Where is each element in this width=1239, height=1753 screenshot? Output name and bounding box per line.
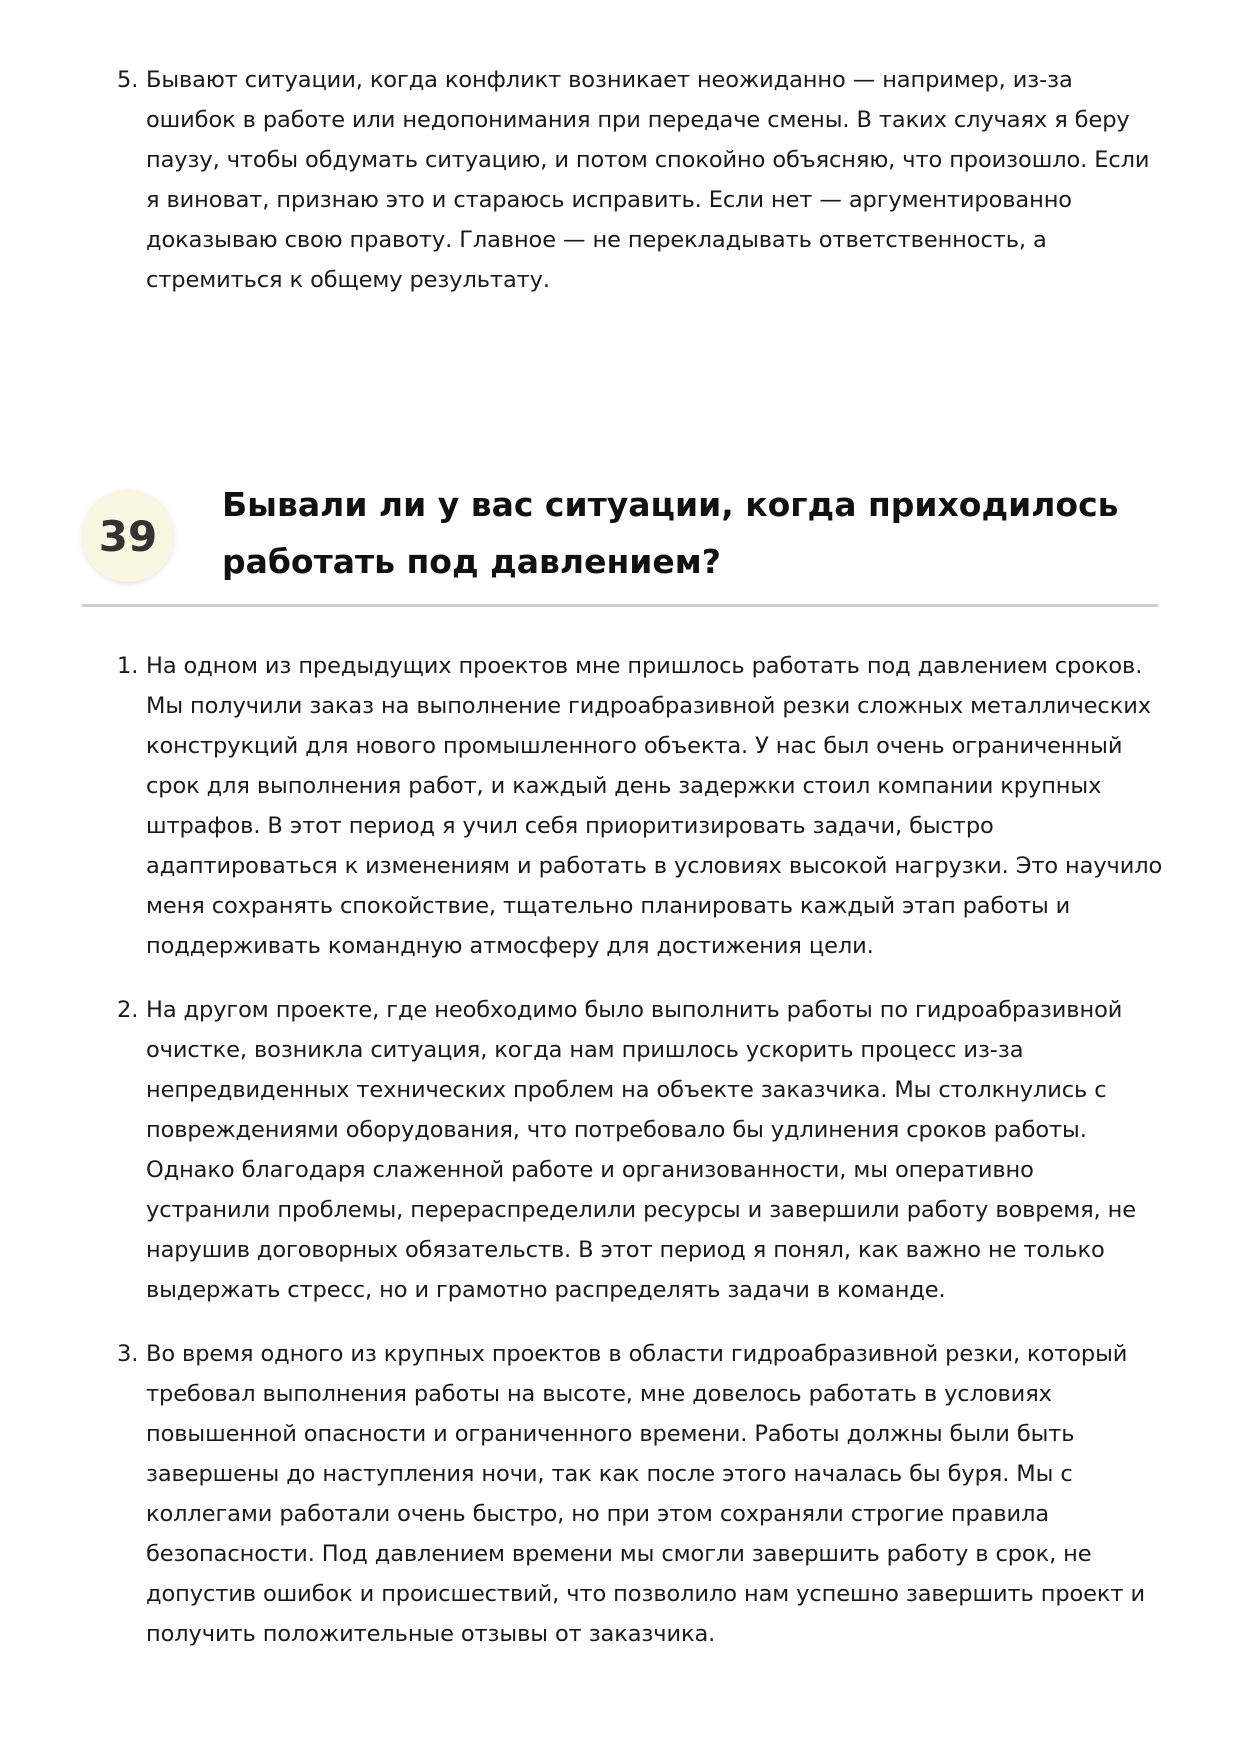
- list-item: [0, 60, 1239, 300]
- section-divider: [82, 604, 1158, 607]
- list-item-number: 1.: [117, 653, 139, 679]
- question-title: Бывали ли у вас ситуации, когда приходилось работать под давлением?: [222, 485, 1119, 581]
- list-item: [0, 990, 1239, 1310]
- list-item-number: 5.: [117, 67, 139, 93]
- question-header: [82, 476, 1158, 606]
- previous-answer-list: [0, 60, 1239, 300]
- list-item-number: 3.: [117, 1341, 139, 1367]
- list-item-text: На одном из предыдущих проектов мне пришлось работать под давлением сроков. Мы получили заказ на выполнение гидроабразивной резки сложных металлических конструкций для нового промышленного объекта. У нас был очень ограниченный срок для выполнения работ, и каждый день задержки стоил компании крупных штрафов. В этот период я учил себя приоритизировать задачи, быстро адаптироваться к изменениям и работать в условиях высокой нагрузки. Это научило меня сохранять спокойствие, тщательно планировать каждый этап работы и поддерживать командную атмосферу для достижения цели.: [146, 653, 1163, 959]
- list-item-number: 2.: [117, 997, 139, 1023]
- list-item: [0, 1334, 1239, 1654]
- question-number-badge: 39: [82, 490, 174, 582]
- list-item-text: На другом проекте, где необходимо было выполнить работы по гидроабразивной очистке, возникла ситуация, когда нам пришлось ускорить процесс из-за непредвиденных технических проблем на объекте заказчика. Мы столкнулись с повреждениями оборудования, что потребовало бы удлинения сроков работы. Однако благодаря слаженной работе и организованности, мы оперативно устранили проблемы, перераспределили ресурсы и завершили работу вовремя, не нарушив договорных обязательств. В этот период я понял, как важно не только выдержать стресс, но и грамотно распределять задачи в команде.: [146, 997, 1136, 1303]
- list-item-text: Во время одного из крупных проектов в области гидроабразивной резки, который требовал выполнения работы на высоте, мне довелось работать в условиях повышенной опасности и ограниченного времени. Работы должны были быть завершены до наступления ночи, так как после этого началась бы буря. Мы с коллегами работали очень быстро, но при этом сохраняли строгие правила безопасности. Под давлением времени мы смогли завершить работу в срок, не допустив ошибок и происшествий, что позволило нам успешно завершить проект и получить положительные отзывы от заказчика.: [146, 1341, 1145, 1647]
- list-item-text: Бывают ситуации, когда конфликт возникает неожиданно — например, из-за ошибок в работе или недопонимания при передаче смены. В таких случаях я беру паузу, чтобы обдумать ситуацию, и потом спокойно объясняю, что произошло. Если я виноват, признаю это и стараюсь исправить. Если нет — аргументированно доказываю свою правоту. Главное — не перекладывать ответственность, а стремиться к общему результату.: [146, 67, 1150, 293]
- list-item: [0, 646, 1239, 966]
- answers-list: [0, 646, 1239, 1678]
